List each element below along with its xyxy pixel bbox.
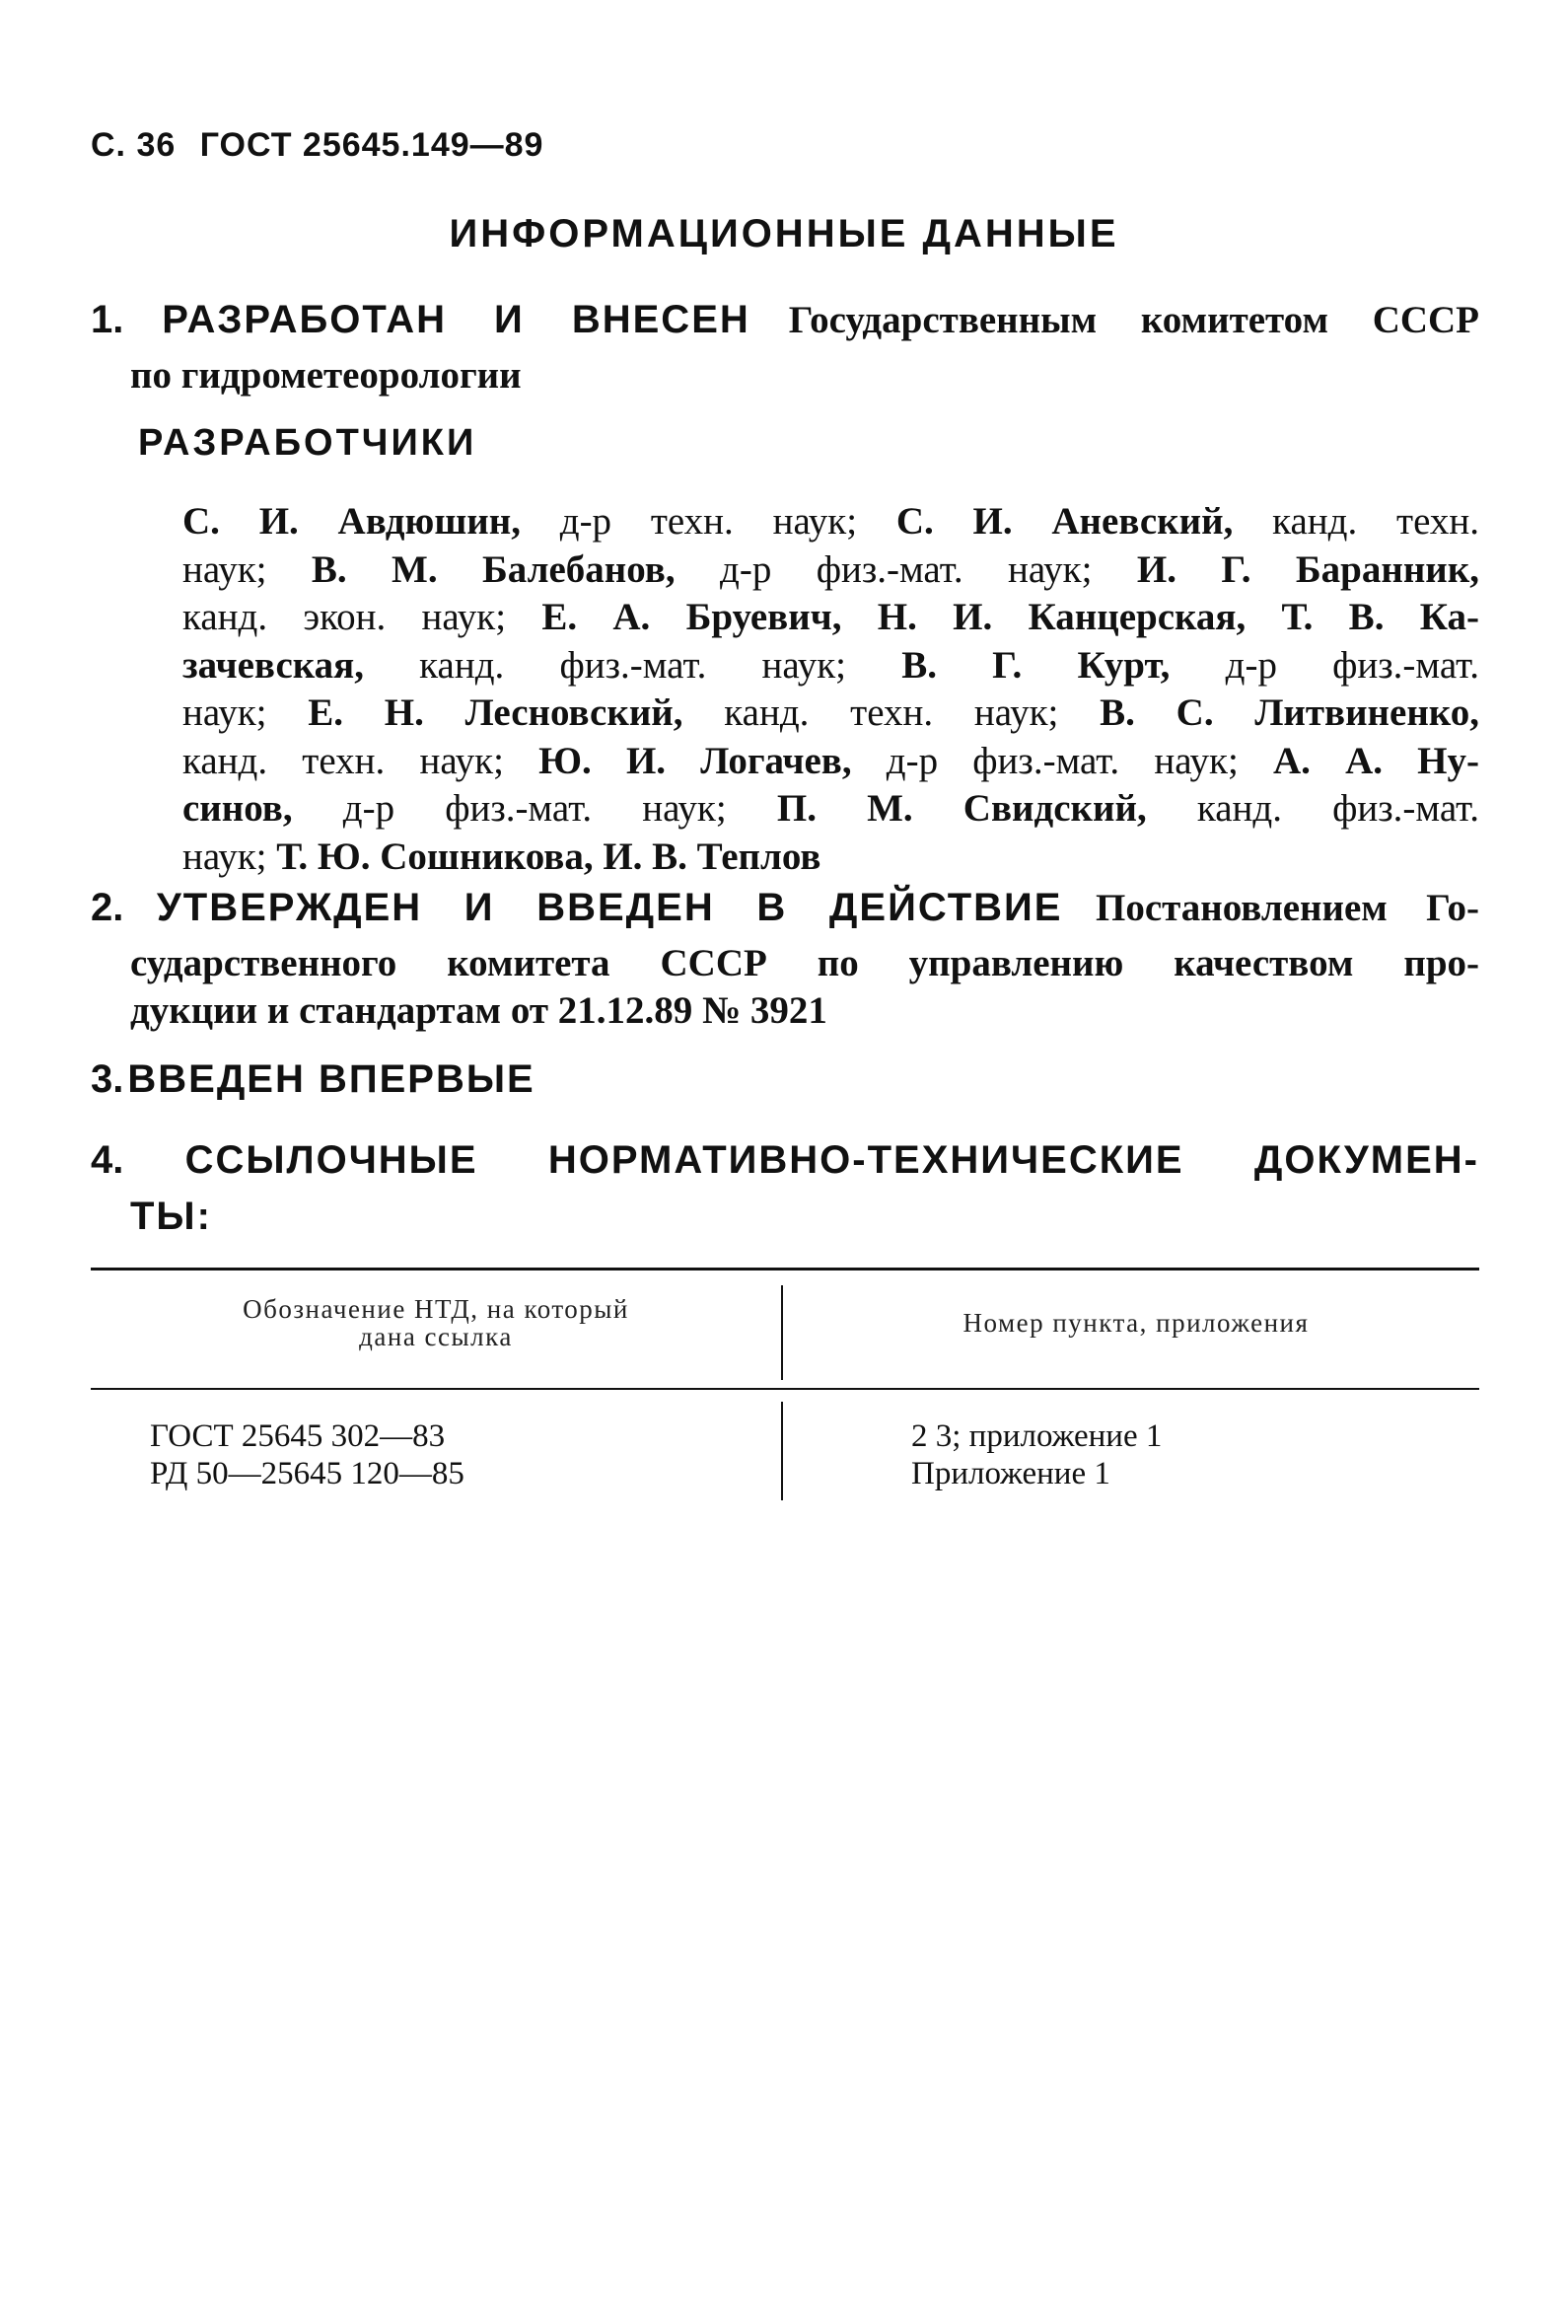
standard-code: ГОСТ 25645.149—89 xyxy=(199,126,544,164)
table-header-document xyxy=(150,1295,722,1350)
section-1-heading: РАЗРАБОТАН И ВНЕСЕН xyxy=(162,298,750,341)
author-name: синов, xyxy=(182,787,293,830)
table-header-document-line-2: дана ссылка xyxy=(359,1322,513,1351)
authors-line xyxy=(182,498,1479,546)
section-1-line-1 xyxy=(91,296,1479,352)
author-degree: д-р техн. наук; xyxy=(520,500,896,543)
author-name: Е. А. Бруевич, Н. И. Канцерская, Т. В. Ка- xyxy=(541,596,1479,638)
section-3-line xyxy=(91,1055,1479,1112)
table-header-document-line-1: Обозначение НТД, на который xyxy=(243,1294,629,1324)
section-2 xyxy=(91,884,1479,1035)
section-2-text-line-2: сударственного комитета СССР по управлению качеством про- xyxy=(130,942,1479,984)
author-degree: канд. техн. наук; xyxy=(182,739,539,782)
authors-line xyxy=(182,690,1479,738)
author-name: С. И. Аневский, xyxy=(895,500,1234,543)
section-3 xyxy=(91,1055,1479,1112)
table-header-divider xyxy=(781,1285,783,1380)
authors-line xyxy=(182,785,1479,834)
author-degree: канд. экон. наук; xyxy=(182,596,542,638)
author-name: Т. Ю. Сошникова, И. В. Теплов xyxy=(276,835,821,878)
author-degree: канд. физ.-мат. xyxy=(1146,787,1479,830)
section-2-text: Постановлением Го- xyxy=(1096,887,1480,929)
author-name: Ю. И. Логачев, xyxy=(538,739,852,782)
author-name: П. М. Свидский, xyxy=(776,787,1147,830)
table-row-1-doc: ГОСТ 25645 302—83 xyxy=(150,1418,446,1454)
authors-list xyxy=(182,498,1479,881)
authors-line xyxy=(182,834,1479,882)
author-name: Е. Н. Лесновский, xyxy=(308,691,683,734)
section-4-heading: ССЫЛОЧНЫЕ НОРМАТИВНО-ТЕХНИЧЕСКИЕ ДОКУМЕН- xyxy=(184,1138,1479,1182)
authors-line xyxy=(182,642,1479,690)
section-2-line-1 xyxy=(91,884,1479,940)
section-1-text: Государственным комитетом СССР xyxy=(788,299,1480,341)
table-header-rule xyxy=(91,1388,1479,1390)
section-4-number: 4. xyxy=(91,1138,124,1182)
table-body-divider xyxy=(781,1402,783,1500)
author-name: С. И. Авдюшин, xyxy=(182,500,521,543)
author-degree: канд. техн. xyxy=(1233,500,1479,543)
author-degree: д-р физ.-мат. наук; xyxy=(292,787,777,830)
section-2-text-line-3: дукции и стандартам от 21.12.89 № 3921 xyxy=(130,989,827,1032)
section-1-text-line-2: по гидрометеорологии xyxy=(130,354,522,397)
authors-line xyxy=(182,738,1479,786)
page-header xyxy=(91,126,543,165)
author-degree: д-р физ.-мат. наук; xyxy=(851,739,1273,782)
section-4-line-1 xyxy=(91,1136,1479,1193)
author-name: В. М. Балебанов, xyxy=(311,547,676,591)
author-degree: д-р физ.-мат. наук; xyxy=(675,547,1137,591)
section-2-number: 2. xyxy=(91,886,124,929)
developers-heading: РАЗРАБОТЧИКИ xyxy=(138,422,477,464)
section-2-heading: УТВЕРЖДЕН И ВВЕДЕН В ДЕЙСТВИЕ xyxy=(156,886,1063,929)
author-name: В. С. Литвиненко, xyxy=(1100,691,1480,734)
author-degree: канд. техн. наук; xyxy=(682,691,1101,734)
section-4-heading-line-2: ТЫ: xyxy=(130,1195,212,1238)
author-name: зачевская, xyxy=(182,643,364,687)
author-name: А. А. Ну- xyxy=(1272,739,1479,782)
author-degree: наук; xyxy=(182,835,277,878)
author-name: В. Г. Курт, xyxy=(901,643,1171,687)
section-3-heading: ВВЕДЕН ВПЕРВЫЕ xyxy=(127,1057,535,1101)
page-number: С. 36 xyxy=(91,126,177,164)
section-1 xyxy=(91,296,1479,399)
section-4 xyxy=(91,1136,1479,1240)
section-3-number: 3. xyxy=(91,1057,124,1101)
table-row-2-doc: РД 50—25645 120—85 xyxy=(150,1456,464,1491)
author-degree: канд. физ.-мат. наук; xyxy=(364,643,902,687)
author-degree: наук; xyxy=(182,691,309,734)
table-top-rule xyxy=(91,1268,1479,1271)
author-degree: наук; xyxy=(182,547,312,591)
table-header-clause: Номер пункта, приложения xyxy=(962,1308,1310,1338)
author-name: И. Г. Баранник, xyxy=(1136,547,1479,591)
author-degree: д-р физ.-мат. xyxy=(1170,643,1479,687)
section-1-number: 1. xyxy=(91,298,124,341)
table-row-2-ref: Приложение 1 xyxy=(911,1456,1110,1491)
table-row-1-ref: 2 3; приложение 1 xyxy=(911,1418,1163,1454)
authors-line xyxy=(182,546,1479,595)
page-title: ИНФОРМАЦИОННЫЕ ДАННЫЕ xyxy=(449,212,1119,255)
authors-line xyxy=(182,594,1479,642)
